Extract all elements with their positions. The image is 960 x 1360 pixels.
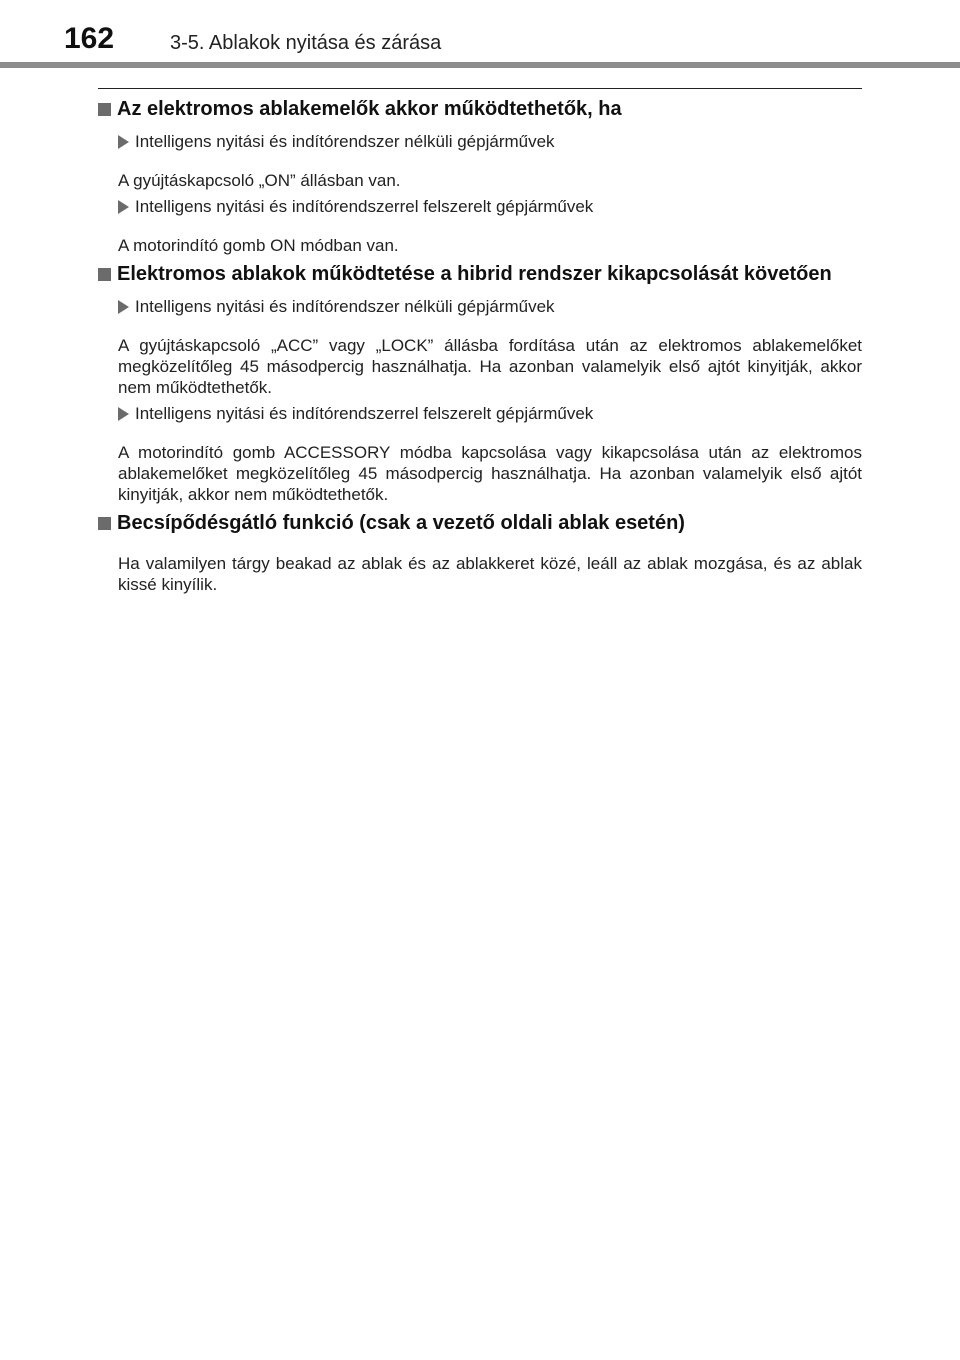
section-heading <box>98 510 862 536</box>
paragraph: A motorindító gomb ON módban van. <box>118 236 399 255</box>
header-divider <box>0 62 960 68</box>
section-power-window-conditions <box>98 96 862 256</box>
content-divider <box>98 88 862 89</box>
triangle-right-icon <box>118 407 129 421</box>
triangle-right-icon <box>118 135 129 149</box>
vehicle-type-subheading <box>118 196 862 218</box>
triangle-right-icon <box>118 300 129 314</box>
paragraph: A gyújtáskapcsoló „ON” állásban van. <box>118 171 401 190</box>
section-heading-text: Becsípődésgátló funkció (csak a vezető oldali ablak esetén) <box>117 512 685 534</box>
page-content <box>98 96 862 600</box>
section-title: 3-5. Ablakok nyitása és zárása <box>170 32 442 54</box>
subheading-text: Intelligens nyitási és indítórendszerrel felszerelt gépjárművek <box>135 404 594 423</box>
vehicle-type-subheading <box>118 131 862 153</box>
section-heading-text: Elektromos ablakok működtetése a hibrid rendszer kikapcsolását követően <box>117 263 832 285</box>
section-after-hybrid-off <box>98 261 862 505</box>
subheading-text: Intelligens nyitási és indítórendszer nélküli gépjárművek <box>135 297 555 316</box>
section-jam-protection <box>98 510 862 595</box>
square-bullet-icon <box>98 517 111 530</box>
page-header <box>0 0 960 72</box>
section-heading-text: Az elektromos ablakemelők akkor működtethetők, ha <box>117 98 622 120</box>
paragraph: A gyújtáskapcsoló „ACC” vagy „LOCK” állásba fordítása után az elektromos ablakemelőket megközelítőleg 45 másodpercig használhatja. Ha azonban valamelyik első ajtót kinyitják, akkor nem működtethetők. <box>118 336 862 397</box>
section-heading <box>98 261 862 287</box>
subheading-text: Intelligens nyitási és indítórendszer nélküli gépjárművek <box>135 132 555 151</box>
paragraph: Ha valamilyen tárgy beakad az ablak és az ablakkeret közé, leáll az ablak mozgása, és az ablak kissé kinyílik. <box>118 554 862 594</box>
page-number: 162 <box>64 22 115 55</box>
square-bullet-icon <box>98 268 111 281</box>
section-heading <box>98 96 862 122</box>
triangle-right-icon <box>118 200 129 214</box>
vehicle-type-subheading <box>118 296 862 318</box>
subheading-text: Intelligens nyitási és indítórendszerrel felszerelt gépjárművek <box>135 197 594 216</box>
paragraph: A motorindító gomb ACCESSORY módba kapcsolása vagy kikapcsolása után az elektromos ablakemelőket megközelítőleg 45 másodpercig használhatja. Ha azonban valamelyik első ajtót kinyitják, akkor nem működtethetők. <box>118 443 862 504</box>
vehicle-type-subheading <box>118 403 862 425</box>
square-bullet-icon <box>98 103 111 116</box>
